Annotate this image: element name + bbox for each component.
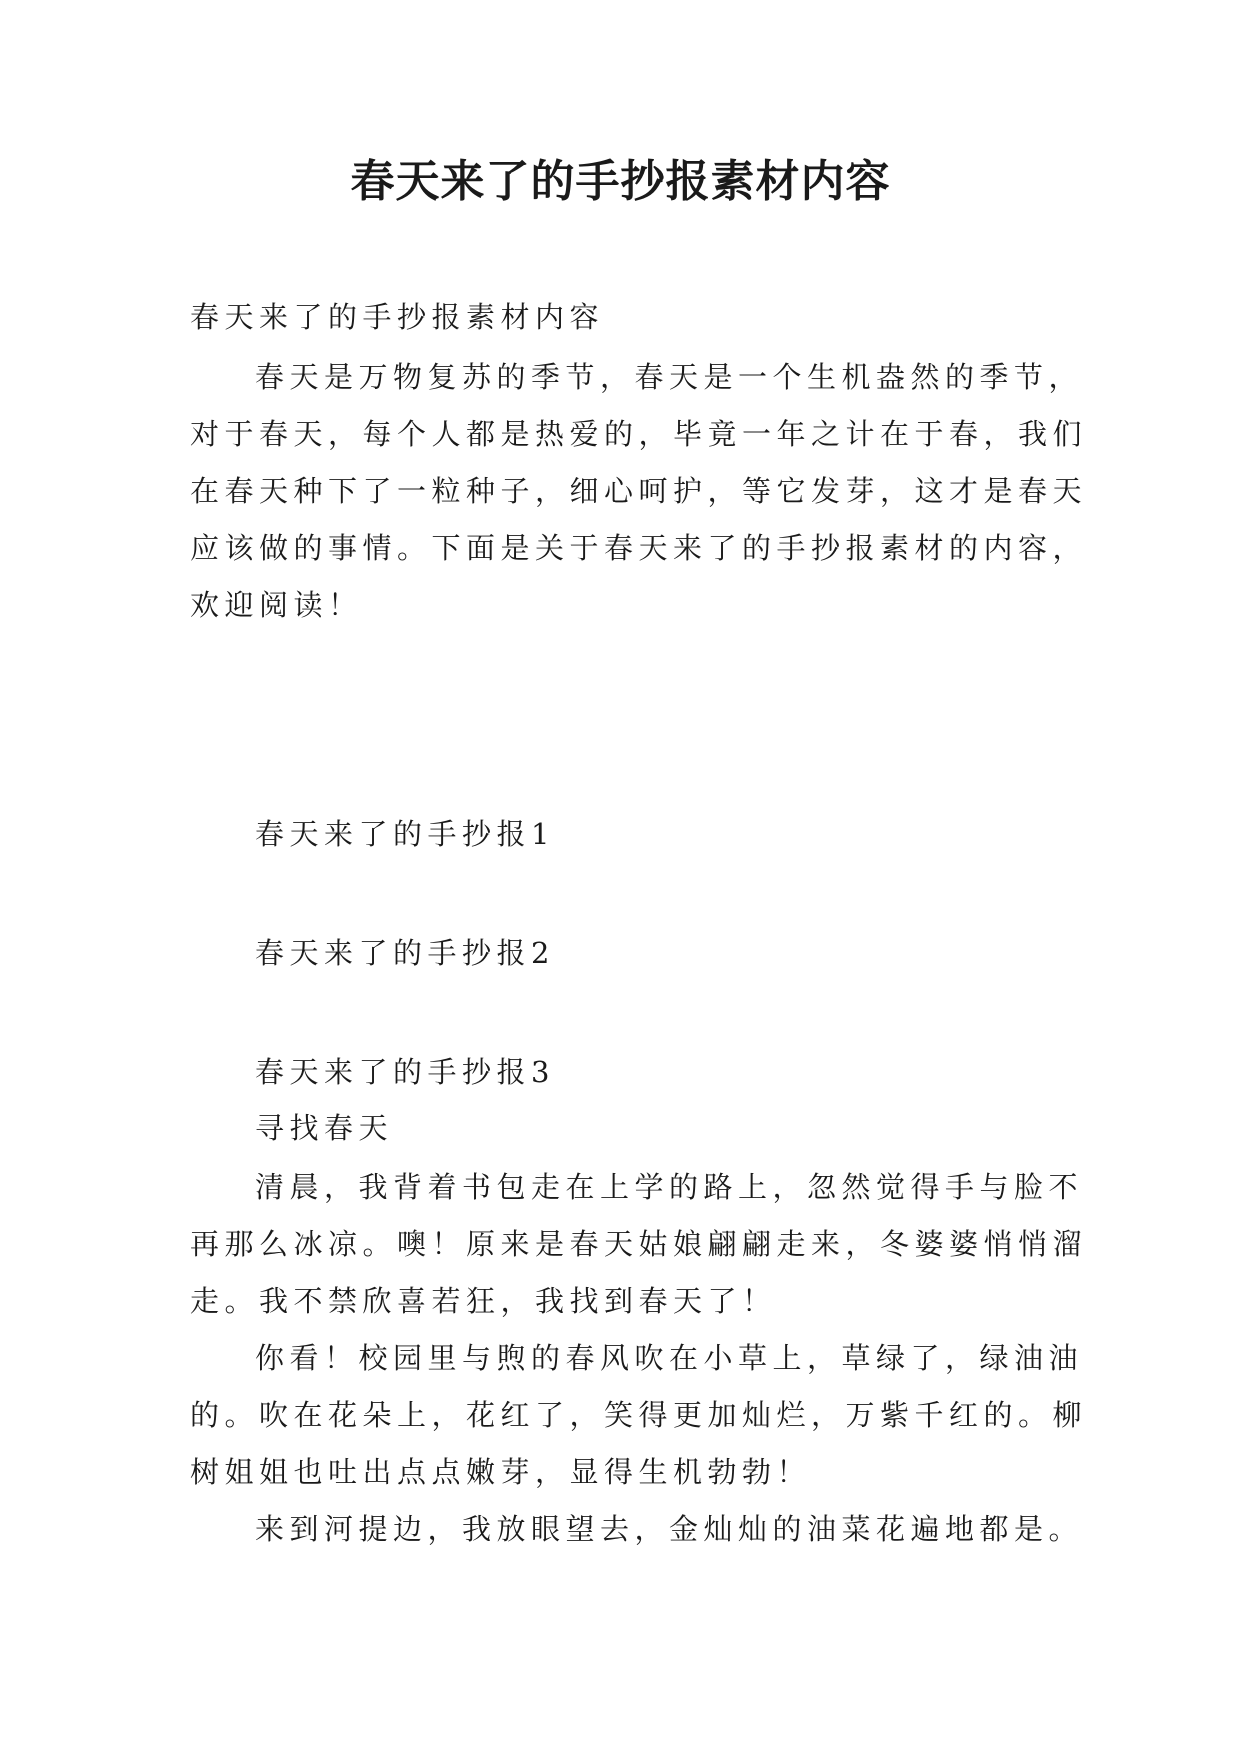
section-item: 春天来了的手抄报2: [255, 936, 555, 970]
essay-line: 来到河提边，我放眼望去，金灿灿的油菜花遍地都是。: [255, 1512, 1084, 1546]
essay-line: 你看！校园里与煦的春风吹在小草上，草绿了，绿油油: [255, 1341, 1084, 1375]
essay-line: 树姐姐也吐出点点嫩芽，显得生机勃勃！: [190, 1455, 812, 1489]
intro-line: 对于春天，每个人都是热爱的，毕竟一年之计在于春，我们: [190, 417, 1088, 451]
section-item: 春天来了的手抄报1: [255, 817, 555, 851]
essay-line: 再那么冰凉。噢！原来是春天姑娘翩翩走来，冬婆婆悄悄溜: [190, 1227, 1088, 1261]
intro-line: 欢迎阅读！: [190, 588, 363, 622]
essay-heading: 寻找春天: [255, 1111, 394, 1145]
intro-line: 应该做的事情。下面是关于春天来了的手抄报素材的内容，: [190, 531, 1088, 565]
essay-line: 走。我不禁欣喜若狂，我找到春天了！: [190, 1284, 777, 1318]
document-subtitle: 春天来了的手抄报素材内容: [190, 300, 605, 334]
page-title: 春天来了的手抄报素材内容: [350, 156, 891, 207]
section-item: 春天来了的手抄报3: [255, 1055, 555, 1089]
intro-line: 在春天种下了一粒种子，细心呵护，等它发芽，这才是春天: [190, 474, 1088, 508]
essay-line: 清晨，我背着书包走在上学的路上，忽然觉得手与脸不: [255, 1170, 1084, 1204]
essay-line: 的。吹在花朵上，花红了，笑得更加灿烂，万紫千红的。柳: [190, 1398, 1088, 1432]
intro-line: 春天是万物复苏的季节，春天是一个生机盎然的季节，: [255, 360, 1084, 394]
